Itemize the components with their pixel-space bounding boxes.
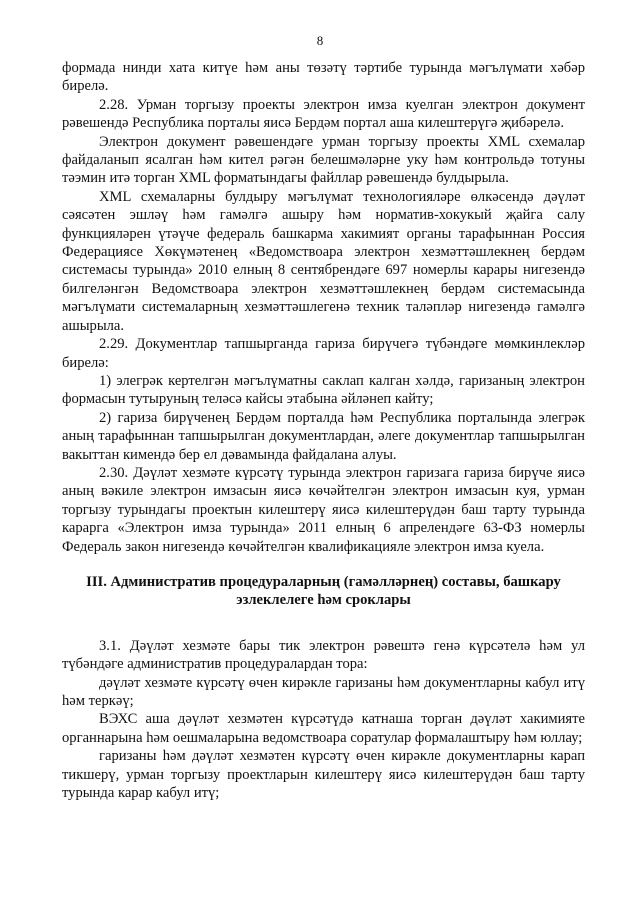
list-item-2-29-2: 2) гариза бирүченең Бердәм порталда һәм Республика порталында элегрәк аның тарафыннан тапшырылган документлардан, әлеге документлар тапшырылган вакыттан кимендә бер ел дәвамында файдалана алуы. <box>62 409 585 463</box>
paragraph-xml-schemas: XML схемаларны булдыру мәгълүмат технологияләре өлкәсендә дәүләт сәясәтен эшләү һәм гамәлгә ашыру һәм норматив-хокукый җайга салу функцияләрен үтәүче федераль башкарма хакимият органы тарафыннан Россия Федерациясе Хөкүмәтенең «Ведомствоара электрон хезмәттәшлекнең бердәм системасы турында» 2010 елның 8 сентябрендәге 697 номерлы карары нигезендә билгеләнгән Ведомствоара электрон хезмәттәшлекнең бердәм системасында мәгълүмати системаларның хезмәттәшлегенә техник таләпләр нигезендә гамәлгә ашырыла. <box>62 188 585 334</box>
paragraph-2-30: 2.30. Дәүләт хезмәте күрсәтү турында электрон гаризага гариза бирүче яисә аның вәкиле электрон имзасын яисә көчәйтелгән электрон имзасын куя, урман торгызу турындагы проектын килештерү яисә килештерүдән баш тарту турында карарга «Электрон имза турында» 2011 елның 6 апрелендәге 63-ФЗ номерлы Федераль закон нигезендә көчәйтелгән квалификацияле электрон имза куела. <box>62 464 585 555</box>
document-body <box>62 59 585 802</box>
paragraph-xml-document: Электрон документ рәвешендәге урман торгызу проекты XML схемалар файдаланып ясалган һәм кител рәгән белешмәләрне уку һәм контрольдә тотуны тәэмин итә торган XML форматындагы файллар рәвешендә булдырыла. <box>62 133 585 187</box>
paragraph-3-1: 3.1. Дәүләт хезмәте бары тик электрон рәвештә генә күрсәтелә һәм ул түбәндәге административ процедуралардан тора: <box>62 637 585 673</box>
list-item-3-1-b: ВЭХС аша дәүләт хезмәтен күрсәтүдә катнаша торган дәүләт хакимияте органнарына һәм оешмаларына ведомствоара соратулар формалаштыру һәм юллау; <box>62 711 585 746</box>
paragraph-continuation: формада нинди хата китүе һәм аны төзәтү тәртибе турында мәгълүмати хәбәр бирелә. <box>62 60 585 95</box>
page-number: 8 <box>316 33 324 48</box>
list-item-3-1-c: гаризаны һәм дәүләт хезмәтен күрсәтү өчен кирәкле документларны карап тикшерү, урман торгызу проектларын килештерү яисә килештерүдән баш тарту турында карар кабул итү; <box>62 748 585 802</box>
list-item-3-1-a: дәүләт хезмәте күрсәтү өчен кирәкле гаризаны һәм документларны кабул итү һәм теркәү; <box>62 674 585 709</box>
section-heading: III. Административ процедураларның (гамәлләрнең) составы, башкару эзлеклелеге һәм сроклары <box>86 573 561 609</box>
paragraph-2-28: 2.28. Урман торгызу проекты электрон имза куелган электрон документ рәвешендә Республика порталы яисә Бердәм портал аша килештерүгә җибәрелә. <box>62 96 585 132</box>
paragraph-2-29: 2.29. Документлар тапшырганда гариза бирүчегә түбәндәге мөмкинлекләр бирелә: <box>62 336 585 371</box>
list-item-2-29-1: 1) элегрәк кертелгән мәгълүматны саклап калган хәлдә, гаризаның электрон формасын тутыруның теләсә кайсы этабына әйләнеп кайту; <box>62 372 585 408</box>
